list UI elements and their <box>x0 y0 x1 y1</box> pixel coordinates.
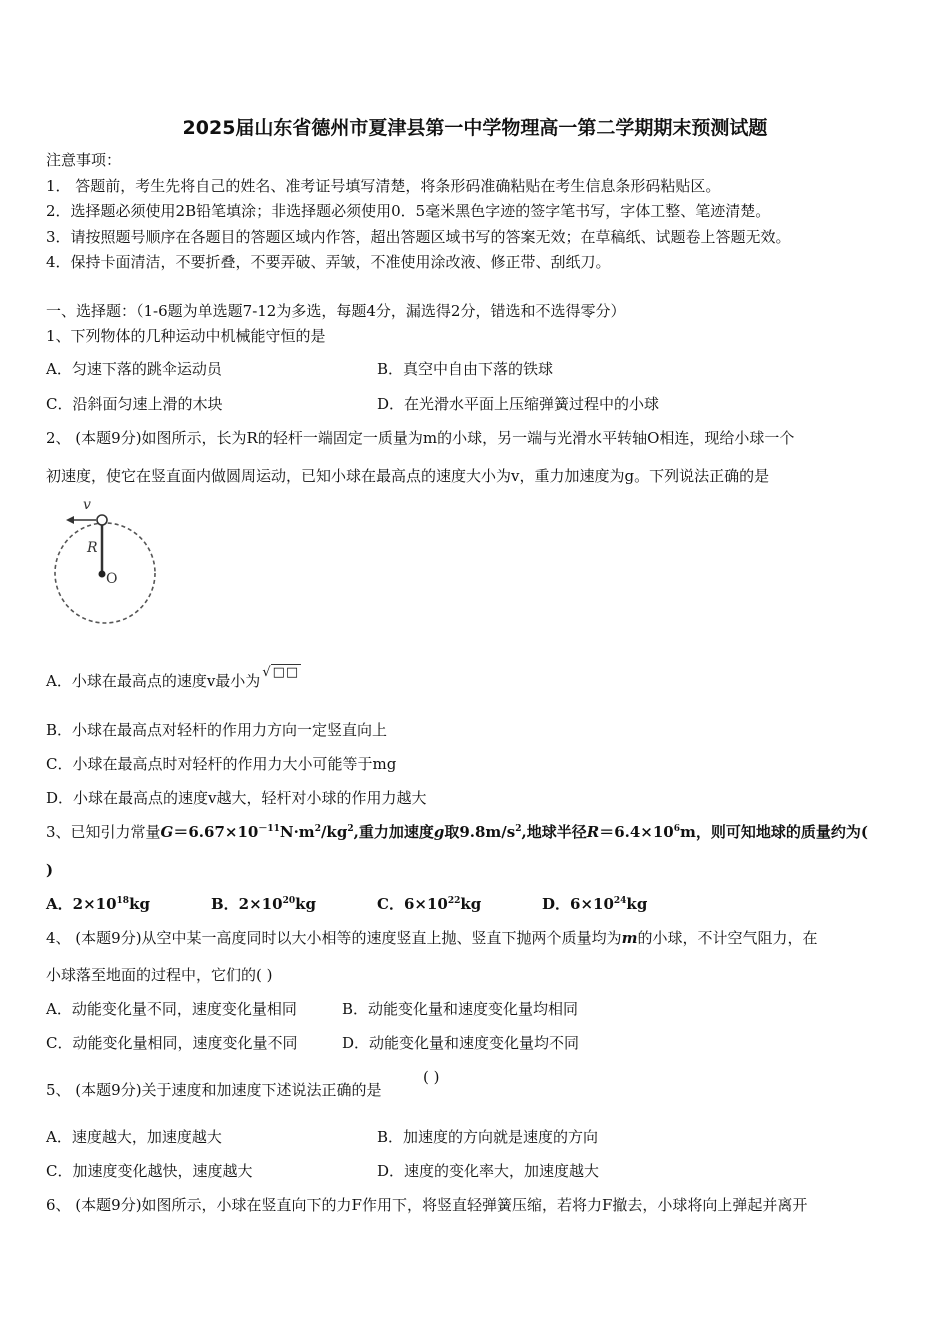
q3-c-exp: 22 <box>447 896 461 906</box>
ball <box>97 515 107 525</box>
q4-text: 4、 (本题9分)从空中某一高度同时以大小相等的速度竖直上抛、竖直下抛两个质量均为 <box>46 929 622 947</box>
q3-option-c[interactable] <box>377 894 481 914</box>
notice-item: 1． 答题前，考生先将自己的姓名、准考证号填写清楚，将条形码准确粘贴在考生信息条形码粘贴区。 <box>46 177 721 195</box>
q3-symbol-R: R <box>586 823 600 841</box>
q3-text: N·m <box>279 823 315 841</box>
q2-option-a-text: A．小球在最高点的速度v最小为 <box>46 672 261 690</box>
notice-item: 4．保持卡面清洁，不要折叠，不要弄破、弄皱，不准使用涂改液、修正带、刮纸刀。 <box>46 253 611 271</box>
q1-option-b[interactable]: B．真空中自由下落的铁球 <box>377 360 554 378</box>
notice-heading: 注意事项： <box>46 151 122 169</box>
label-O: O <box>106 571 118 587</box>
q3-option-b[interactable] <box>211 894 316 914</box>
q3-exp: 2 <box>515 824 522 834</box>
q4-option-b[interactable]: B．动能变化量和速度变化量均相同 <box>342 1000 579 1018</box>
q3-close-paren: ) <box>46 861 54 879</box>
question-3-stem <box>46 822 868 842</box>
q4-symbol-m: m <box>621 929 638 947</box>
q4-option-d[interactable]: D．动能变化量和速度变化量均不同 <box>342 1034 580 1052</box>
q3-exp: －11 <box>258 824 280 834</box>
question-1-stem: 1、下列物体的几种运动中机械能守恒的是 <box>46 327 326 345</box>
q3-d-base: D．6×10 <box>542 895 614 913</box>
q1-option-a[interactable]: A．匀速下落的跳伞运动员 <box>46 360 222 378</box>
q3-text: 取9.8m/s <box>444 823 516 841</box>
q3-a-unit: kg <box>129 895 150 913</box>
question-4-stem <box>46 928 817 948</box>
q2-option-d[interactable]: D．小球在最高点的速度v越大，轻杆对小球的作用力越大 <box>46 789 427 807</box>
q3-b-exp: 20 <box>282 896 296 906</box>
arrow-head <box>66 516 74 524</box>
label-v: v <box>83 497 91 513</box>
q1-option-c[interactable]: C．沿斜面匀速上滑的木块 <box>46 395 223 413</box>
q3-text: ,地球半径 <box>521 823 587 841</box>
q3-exp: 2 <box>347 824 354 834</box>
question-4-stem-cont: 小球落至地面的过程中，它们的( ) <box>46 966 273 984</box>
section-heading: 一、选择题：（1-6题为单选题7-12为多选，每题4分，漏选得2分，错选和不选得零分） <box>46 302 626 320</box>
label-R: R <box>87 540 98 556</box>
q3-text: ＝6.67×10 <box>173 823 259 841</box>
pivot <box>99 571 106 578</box>
q3-text: 3、已知引力常量 <box>46 823 161 841</box>
q4-option-a[interactable]: A．动能变化量不同，速度变化量相同 <box>46 1000 297 1018</box>
q3-option-a[interactable] <box>46 894 150 914</box>
q5-option-b[interactable]: B．加速度的方向就是速度的方向 <box>377 1128 599 1146</box>
question-2-stem: 2、 (本题9分)如图所示，长为R的轻杆一端固定一质量为m的小球，另一端与光滑水平转轴O相连，现给小球一个 <box>46 429 795 447</box>
q3-b-unit: kg <box>295 895 316 913</box>
q3-a-base: A．2×10 <box>46 895 117 913</box>
question-5-stem: 5、 (本题9分)关于速度和加速度下述说法正确的是 <box>46 1081 382 1099</box>
q3-d-exp: 24 <box>613 896 627 906</box>
q3-exp: 2 <box>314 824 321 834</box>
q3-symbol-g: g <box>433 823 445 841</box>
q3-a-exp: 18 <box>116 896 130 906</box>
question-6-stem: 6、 (本题9分)如图所示，小球在竖直向下的力F作用下，将竖直轻弹簧压缩，若将力F撤去，小球将向上弹起并离开 <box>46 1196 808 1214</box>
q5-option-c[interactable]: C．加速度变化越快，速度越大 <box>46 1162 253 1180</box>
q3-text: ,重力加速度 <box>353 823 434 841</box>
notice-item: 3．请按照题号顺序在各题目的答题区域内作答，超出答题区域书写的答案无效；在草稿纸、试题卷上答题无效。 <box>46 228 791 246</box>
q5-option-d[interactable]: D．速度的变化率大，加速度越大 <box>377 1162 600 1180</box>
q3-exp: 6 <box>673 824 681 834</box>
sqrt-radicand: □□ <box>272 665 300 680</box>
q1-option-d[interactable]: D．在光滑水平面上压缩弹簧过程中的小球 <box>377 395 660 413</box>
q3-text: m，则可知地球的质量约为( <box>680 823 868 841</box>
q3-c-unit: kg <box>460 895 482 913</box>
sqrt-formula: √ □□ <box>262 665 300 680</box>
q3-c-base: C．6×10 <box>377 895 448 913</box>
q5-answer-paren: ( ) <box>423 1068 440 1086</box>
q2-figure-circular-motion <box>50 494 160 634</box>
page-title: 2025届山东省德州市夏津县第一中学物理高一第二学期期末预测试题 <box>182 117 768 139</box>
q3-d-unit: kg <box>626 895 648 913</box>
q3-option-d[interactable] <box>542 894 647 914</box>
q3-symbol-G: G <box>160 823 174 841</box>
q3-b-base: B．2×10 <box>211 895 283 913</box>
notice-item: 2．选择题必须使用2B铅笔填涂；非选择题必须使用0．5毫米黑色字迹的签字笔书写，字体工整、笔迹清楚。 <box>46 202 771 220</box>
q4-text: 的小球，不计空气阻力，在 <box>637 929 818 947</box>
q2-option-a[interactable] <box>46 665 301 693</box>
q3-text: /kg <box>320 823 348 841</box>
q2-option-b[interactable]: B．小球在最高点对轻杆的作用力方向一定竖直向上 <box>46 721 388 739</box>
question-2-stem-cont: 初速度，使它在竖直面内做圆周运动，已知小球在最高点的速度大小为v，重力加速度为g。下列说法正确的是 <box>46 467 770 485</box>
q3-text: ＝6.4×10 <box>599 823 674 841</box>
q4-option-c[interactable]: C．动能变化量相同，速度变化量不同 <box>46 1034 298 1052</box>
q2-option-c[interactable]: C．小球在最高点时对轻杆的作用力大小可能等于mg <box>46 755 397 773</box>
q5-option-a[interactable]: A．速度越大，加速度越大 <box>46 1128 222 1146</box>
